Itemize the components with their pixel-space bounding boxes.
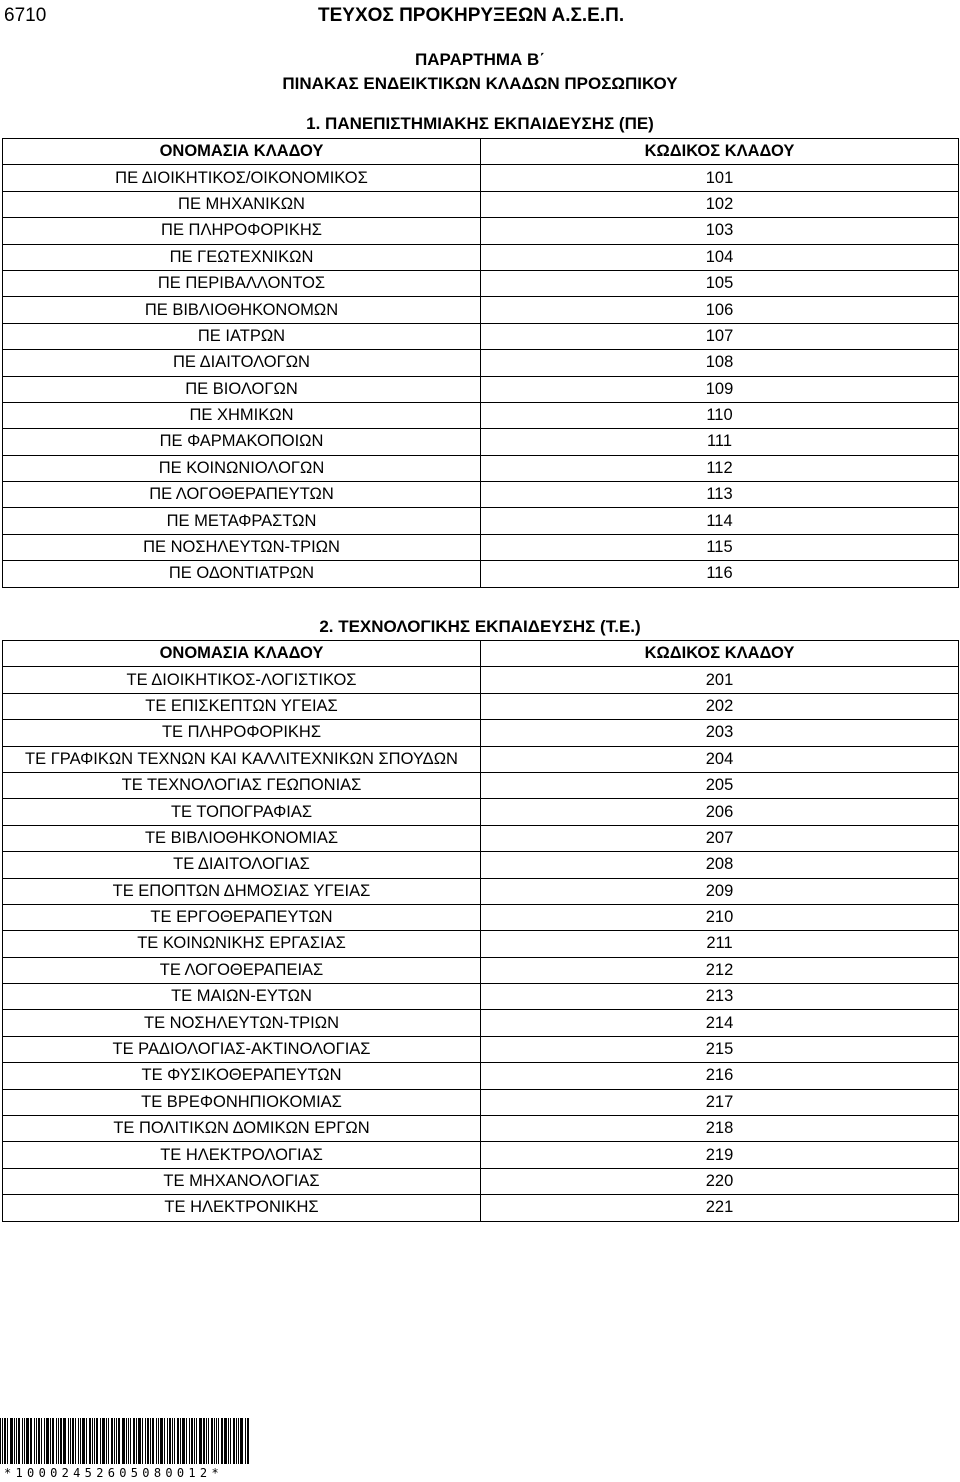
branch-name: ΤΕ ΗΛΕΚΤΡΟΝΙΚΗΣ	[3, 1195, 481, 1221]
page-number: 6710	[4, 5, 47, 26]
table-row	[3, 561, 959, 587]
branch-name: ΠΕ ΒΙΟΛΟΓΩΝ	[3, 376, 481, 402]
branch-code: 107	[481, 323, 959, 349]
branch-code: 207	[481, 825, 959, 851]
section-2-table	[2, 640, 959, 1222]
table-row	[3, 1168, 959, 1194]
branch-name: ΤΕ ΒΡΕΦΟΝΗΠΙΟΚΟΜΙΑΣ	[3, 1089, 481, 1115]
branch-code: 202	[481, 693, 959, 719]
table-row	[3, 878, 959, 904]
branch-code: 105	[481, 270, 959, 296]
branch-code: 101	[481, 165, 959, 191]
branch-name: ΤΕ ΕΡΓΟΘΕΡΑΠΕΥΤΩΝ	[3, 904, 481, 930]
table-row	[3, 270, 959, 296]
table-row	[3, 720, 959, 746]
table-row	[3, 957, 959, 983]
column-header-name: ΟΝΟΜΑΣΙΑ ΚΛΑΔΟΥ	[3, 641, 481, 667]
branch-code: 206	[481, 799, 959, 825]
table-row	[3, 1036, 959, 1062]
branch-code: 213	[481, 984, 959, 1010]
branch-name: ΠΕ ΔΙΑΙΤΟΛΟΓΩΝ	[3, 350, 481, 376]
branch-name: ΤΕ ΔΙΟΙΚΗΤΙΚΟΣ-ΛΟΓΙΣΤΙΚΟΣ	[3, 667, 481, 693]
branch-code: 216	[481, 1063, 959, 1089]
branch-code: 209	[481, 878, 959, 904]
table-row	[3, 984, 959, 1010]
branch-code: 211	[481, 931, 959, 957]
table-row	[3, 376, 959, 402]
table-row	[3, 746, 959, 772]
branch-name: ΠΕ ΝΟΣΗΛΕΥΤΩΝ-ΤΡΙΩΝ	[3, 534, 481, 560]
branch-name: ΤΕ ΕΠΙΣΚΕΠΤΩΝ ΥΓΕΙΑΣ	[3, 693, 481, 719]
branch-name: ΤΕ ΒΙΒΛΙΟΘΗΚΟΝΟΜΙΑΣ	[3, 825, 481, 851]
branch-name: ΠΕ ΚΟΙΝΩΝΙΟΛΟΓΩΝ	[3, 455, 481, 481]
column-header-code: ΚΩΔΙΚΟΣ ΚΛΑΔΟΥ	[481, 641, 959, 667]
section-1-table	[2, 138, 959, 588]
branch-name: ΤΕ ΚΟΙΝΩΝΙΚΗΣ ΕΡΓΑΣΙΑΣ	[3, 931, 481, 957]
branch-code: 116	[481, 561, 959, 587]
branch-name: ΤΕ ΕΠΟΠΤΩΝ ΔΗΜΟΣΙΑΣ ΥΓΕΙΑΣ	[3, 878, 481, 904]
table-row	[3, 1116, 959, 1142]
branch-code: 208	[481, 852, 959, 878]
table-row	[3, 799, 959, 825]
annex-heading	[0, 48, 960, 96]
section-1-title: 1. ΠΑΝΕΠΙΣΤΗΜΙΑΚΗΣ ΕΚΠΑΙΔΕΥΣΗΣ (ΠΕ)	[306, 114, 654, 133]
table-row	[3, 852, 959, 878]
table-row	[3, 1195, 959, 1221]
table-row	[3, 904, 959, 930]
table-row	[3, 244, 959, 270]
table-row	[3, 667, 959, 693]
branch-name: ΠΕ ΔΙΟΙΚΗΤΙΚΟΣ/ΟΙΚΟΝΟΜΙΚΟΣ	[3, 165, 481, 191]
branch-name: ΠΕ ΒΙΒΛΙΟΘΗΚΟΝΟΜΩΝ	[3, 297, 481, 323]
branch-code: 104	[481, 244, 959, 270]
branch-name: ΤΕ ΠΟΛΙΤΙΚΩΝ ΔΟΜΙΚΩΝ ΕΡΓΩΝ	[3, 1116, 481, 1142]
table-row	[3, 297, 959, 323]
branch-code: 114	[481, 508, 959, 534]
section-2-title: 2. ΤΕΧΝΟΛΟΓΙΚΗΣ ΕΚΠΑΙΔΕΥΣΗΣ (Τ.Ε.)	[319, 617, 641, 636]
page-header	[0, 3, 960, 31]
table-row	[3, 402, 959, 428]
branch-name: ΤΕ ΝΟΣΗΛΕΥΤΩΝ-ΤΡΙΩΝ	[3, 1010, 481, 1036]
branch-name: ΠΕ ΜΗΧΑΝΙΚΩΝ	[3, 191, 481, 217]
branch-code: 215	[481, 1036, 959, 1062]
table-row	[3, 693, 959, 719]
table-row	[3, 323, 959, 349]
branch-name: ΠΕ ΟΔΟΝΤΙΑΤΡΩΝ	[3, 561, 481, 587]
branch-name: ΠΕ ΧΗΜΙΚΩΝ	[3, 402, 481, 428]
column-header-code: ΚΩΔΙΚΟΣ ΚΛΑΔΟΥ	[481, 139, 959, 165]
branch-name: ΠΕ ΙΑΤΡΩΝ	[3, 323, 481, 349]
branch-code: 112	[481, 455, 959, 481]
branch-code: 204	[481, 746, 959, 772]
branch-code: 205	[481, 772, 959, 798]
table-row	[3, 931, 959, 957]
branch-name: ΤΕ ΗΛΕΚΤΡΟΛΟΓΙΑΣ	[3, 1142, 481, 1168]
branch-code: 103	[481, 218, 959, 244]
table-row	[3, 1063, 959, 1089]
table-row	[3, 508, 959, 534]
branch-name: ΤΕ ΛΟΓΟΘΕΡΑΠΕΙΑΣ	[3, 957, 481, 983]
barcode	[0, 1418, 300, 1480]
branch-code: 115	[481, 534, 959, 560]
branch-name: ΤΕ ΜΗΧΑΝΟΛΟΓΙΑΣ	[3, 1168, 481, 1194]
branch-code: 111	[481, 429, 959, 455]
branch-code: 219	[481, 1142, 959, 1168]
branch-name: ΤΕ ΠΛΗΡΟΦΟΡΙΚΗΣ	[3, 720, 481, 746]
branch-code: 201	[481, 667, 959, 693]
branch-name: ΠΕ ΜΕΤΑΦΡΑΣΤΩΝ	[3, 508, 481, 534]
branch-name: ΤΕ ΤΟΠΟΓΡΑΦΙΑΣ	[3, 799, 481, 825]
table-row	[3, 482, 959, 508]
column-header-name: ΟΝΟΜΑΣΙΑ ΚΛΑΔΟΥ	[3, 139, 481, 165]
branch-name: ΠΕ ΦΑΡΜΑΚΟΠΟΙΩΝ	[3, 429, 481, 455]
branch-code: 210	[481, 904, 959, 930]
annex-title: ΠΑΡΑΡΤΗΜΑ Β΄	[414, 50, 545, 69]
branch-code: 108	[481, 350, 959, 376]
branch-name: ΤΕ ΓΡΑΦΙΚΩΝ ΤΕΧΝΩΝ ΚΑΙ ΚΑΛΛΙΤΕΧΝΙΚΩΝ ΣΠΟΥΔΩΝ	[3, 746, 481, 772]
branch-code: 203	[481, 720, 959, 746]
branch-name: ΠΕ ΠΛΗΡΟΦΟΡΙΚΗΣ	[3, 218, 481, 244]
barcode-text: *10002452605080012*	[4, 1466, 223, 1480]
table-header-row	[3, 139, 959, 165]
table-row	[3, 218, 959, 244]
issue-title: ΤΕΥΧΟΣ ΠΡΟΚΗΡΥΞΕΩΝ Α.Σ.Ε.Π.	[318, 5, 625, 26]
table-row	[3, 772, 959, 798]
branch-code: 113	[481, 482, 959, 508]
branch-code: 109	[481, 376, 959, 402]
branch-name: ΤΕ ΡΑΔΙΟΛΟΓΙΑΣ-ΑΚΤΙΝΟΛΟΓΙΑΣ	[3, 1036, 481, 1062]
branch-code: 214	[481, 1010, 959, 1036]
table-row	[3, 534, 959, 560]
annex-subtitle: ΠΙΝΑΚΑΣ ΕΝΔΕΙΚΤΙΚΩΝ ΚΛΑΔΩΝ ΠΡΟΣΩΠΙΚΟΥ	[282, 74, 678, 93]
table-row	[3, 1010, 959, 1036]
branch-code: 217	[481, 1089, 959, 1115]
branch-name: ΠΕ ΓΕΩΤΕΧΝΙΚΩΝ	[3, 244, 481, 270]
branch-name: ΤΕ ΤΕΧΝΟΛΟΓΙΑΣ ΓΕΩΠΟΝΙΑΣ	[3, 772, 481, 798]
branch-code: 212	[481, 957, 959, 983]
table-row	[3, 1142, 959, 1168]
branch-code: 106	[481, 297, 959, 323]
branch-name: ΠΕ ΛΟΓΟΘΕΡΑΠΕΥΤΩΝ	[3, 482, 481, 508]
branch-name: ΤΕ ΜΑΙΩΝ-ΕΥΤΩΝ	[3, 984, 481, 1010]
table-row	[3, 165, 959, 191]
table-row	[3, 1089, 959, 1115]
branch-name: ΠΕ ΠΕΡΙΒΑΛΛΟΝΤΟΣ	[3, 270, 481, 296]
table-row	[3, 455, 959, 481]
table-row	[3, 191, 959, 217]
branch-name: ΤΕ ΔΙΑΙΤΟΛΟΓΙΑΣ	[3, 852, 481, 878]
barcode-bars	[0, 1418, 300, 1464]
table-row	[3, 429, 959, 455]
table-row	[3, 825, 959, 851]
branch-code: 102	[481, 191, 959, 217]
branch-name: ΤΕ ΦΥΣΙΚΟΘΕΡΑΠΕΥΤΩΝ	[3, 1063, 481, 1089]
branch-code: 110	[481, 402, 959, 428]
branch-code: 220	[481, 1168, 959, 1194]
branch-code: 218	[481, 1116, 959, 1142]
table-header-row	[3, 641, 959, 667]
table-row	[3, 350, 959, 376]
branch-code: 221	[481, 1195, 959, 1221]
